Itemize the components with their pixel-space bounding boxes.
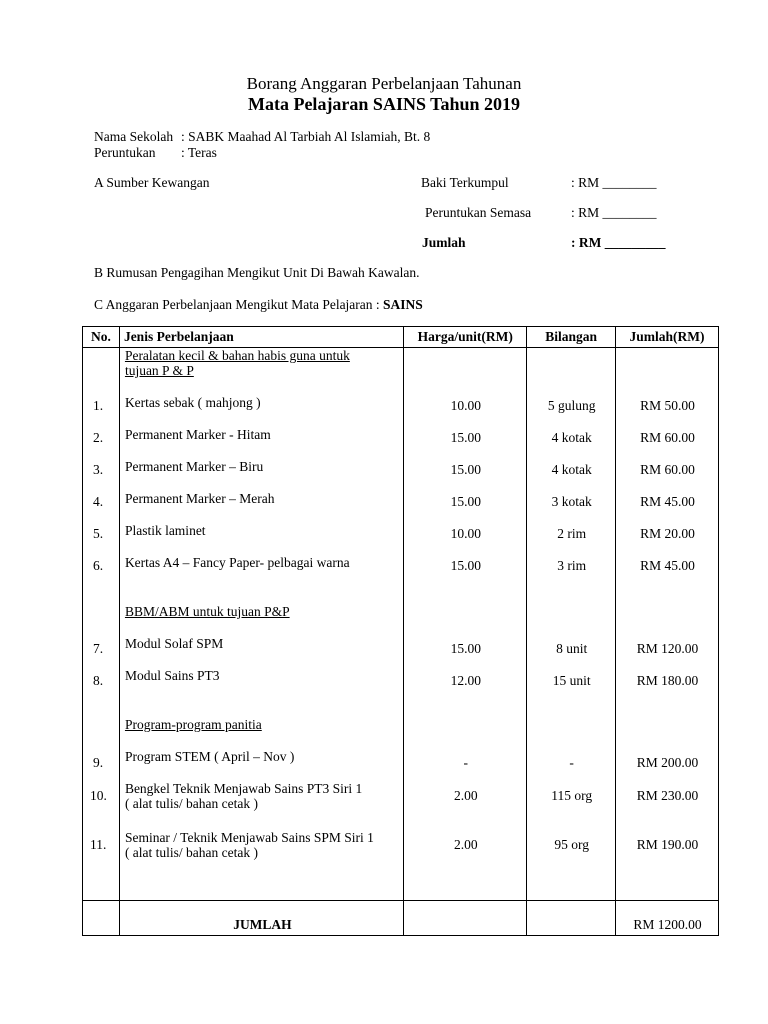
table-footer-row	[83, 901, 719, 936]
header-bilangan: Bilangan	[527, 327, 616, 348]
row-price: 15.00	[450, 430, 481, 445]
row-price: 15.00	[450, 494, 481, 509]
group-header: Peralatan kecil & bahan habis guna untuk	[124, 348, 350, 363]
table-header-row	[83, 327, 719, 348]
row-no: 4.	[93, 494, 104, 509]
row-price: 12.00	[450, 673, 481, 688]
row-no: 11.	[90, 837, 107, 852]
header-no: No.	[83, 327, 120, 348]
row-qty: 15 unit	[552, 673, 591, 688]
row-total: RM 50.00	[640, 398, 695, 413]
row-total: RM 180.00	[636, 673, 699, 688]
row-no: 7.	[93, 641, 104, 656]
group-header: BBM/ABM untuk tujuan P&P	[124, 604, 290, 619]
footer-no-cell	[83, 901, 120, 936]
row-total: RM 190.00	[636, 837, 699, 852]
row-qty: 115 org	[551, 788, 593, 803]
row-price: 10.00	[450, 526, 481, 541]
row-qty: 4 kotak	[551, 430, 592, 445]
row-price: 2.00	[453, 837, 478, 852]
col-jumlah	[616, 348, 719, 901]
row-no: 2.	[93, 430, 104, 445]
row-no: 8.	[93, 673, 104, 688]
subject-name: SAINS	[383, 297, 423, 312]
row-total: RM 20.00	[640, 526, 695, 541]
row-desc: Kertas sebak ( mahjong )	[124, 395, 261, 410]
row-desc-sub: ( alat tulis/ bahan cetak )	[124, 796, 259, 811]
row-desc: Modul Sains PT3	[124, 668, 220, 683]
row-no: 6.	[93, 558, 104, 573]
anggaran-label-text: C Anggaran Perbelanjaan Mengikut Mata Pelajaran :	[94, 297, 384, 312]
anggaran-label	[94, 297, 423, 313]
row-no: 9.	[93, 755, 104, 770]
row-desc: Permanent Marker – Biru	[124, 459, 264, 474]
footer-total-cell	[616, 901, 719, 936]
row-price: 10.00	[450, 398, 481, 413]
footer-harga-cell	[404, 901, 527, 936]
rumusan-pengagihan-label: B Rumusan Pengagihan Mengikut Unit Di Bawah Kawalan.	[94, 265, 420, 280]
row-no: 1.	[93, 398, 104, 413]
col-bilangan	[527, 348, 616, 901]
header-harga: Harga/unit(RM)	[404, 327, 527, 348]
baki-terkumpul-label: Baki Terkumpul	[421, 175, 509, 190]
row-desc: Seminar / Teknik Menjawab Sains SPM Siri 1	[124, 830, 374, 845]
row-desc: Kertas A4 – Fancy Paper- pelbagai warna	[124, 555, 350, 570]
row-total: RM 45.00	[640, 558, 695, 573]
col-harga	[404, 348, 527, 901]
peruntukan-value: : Teras	[181, 145, 217, 160]
row-price: 15.00	[450, 558, 481, 573]
jumlah-footer-label: JUMLAH	[233, 917, 292, 932]
row-qty: 95 org	[554, 837, 589, 852]
row-total: RM 60.00	[640, 430, 695, 445]
row-price: -	[463, 755, 469, 770]
row-no: 3.	[93, 462, 104, 477]
footer-label-cell	[119, 901, 403, 936]
row-desc-sub: ( alat tulis/ bahan cetak )	[124, 845, 259, 860]
header-jenis: Jenis Perbelanjaan	[119, 327, 403, 348]
row-desc: Bengkel Teknik Menjawab Sains PT3 Siri 1	[124, 781, 363, 796]
group-header: tujuan P & P	[124, 363, 194, 378]
budget-table	[82, 326, 719, 936]
sumber-kewangan-label: A Sumber Kewangan	[94, 175, 210, 190]
row-desc: Program STEM ( April – Nov )	[124, 749, 295, 764]
row-desc: Modul Solaf SPM	[124, 636, 224, 651]
jumlah-value: : RM _________	[571, 235, 666, 250]
baki-terkumpul-value: : RM ________	[571, 175, 657, 190]
row-no: 10.	[90, 788, 107, 803]
peruntukan-semasa-value: : RM ________	[571, 205, 657, 220]
form-title: Borang Anggaran Perbelanjaan Tahunan	[246, 74, 522, 93]
row-total: RM 230.00	[636, 788, 699, 803]
header-jumlah: Jumlah(RM)	[616, 327, 719, 348]
jumlah-footer-total: RM 1200.00	[633, 917, 702, 932]
form-subtitle: Mata Pelajaran SAINS Tahun 2019	[247, 94, 521, 114]
row-desc: Plastik laminet	[124, 523, 206, 538]
row-qty: 3 kotak	[551, 494, 592, 509]
row-qty: 5 gulung	[547, 398, 596, 413]
group-header: Program-program panitia	[124, 717, 262, 732]
row-desc: Permanent Marker - Hitam	[124, 427, 271, 442]
row-total: RM 45.00	[640, 494, 695, 509]
row-total: RM 200.00	[636, 755, 699, 770]
nama-sekolah-value: : SABK Maahad Al Tarbiah Al Islamiah, Bt. 8	[181, 129, 431, 144]
row-price: 2.00	[453, 788, 478, 803]
peruntukan-semasa-label: Peruntukan Semasa	[425, 205, 532, 220]
row-price: 15.00	[450, 641, 481, 656]
row-total: RM 120.00	[636, 641, 699, 656]
footer-bilangan-cell	[527, 901, 616, 936]
row-price: 15.00	[450, 462, 481, 477]
row-total: RM 60.00	[640, 462, 695, 477]
row-desc: Permanent Marker – Merah	[124, 491, 275, 506]
row-qty: 4 kotak	[551, 462, 592, 477]
jumlah-label: Jumlah	[422, 235, 466, 250]
table-body-row	[83, 348, 719, 901]
nama-sekolah-label: Nama Sekolah	[94, 129, 174, 144]
peruntukan-label: Peruntukan	[94, 145, 156, 160]
row-qty: 3 rim	[557, 558, 587, 573]
row-no: 5.	[93, 526, 104, 541]
col-jenis	[119, 348, 403, 901]
row-qty: 8 unit	[556, 641, 588, 656]
col-no	[83, 348, 120, 901]
row-qty: 2 rim	[557, 526, 587, 541]
row-qty: -	[569, 755, 574, 770]
